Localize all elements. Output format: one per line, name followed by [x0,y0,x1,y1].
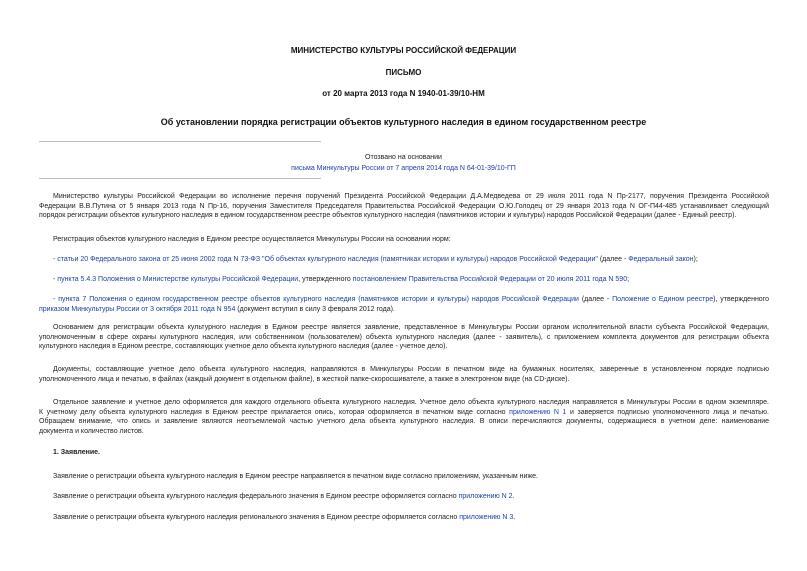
document-subject: Об установлении порядка регистрации объектов культурного наследия в едином государственном реестре [160,117,647,127]
ministry-heading: МИНИСТЕРСТВО КУЛЬТУРЫ РОССИЙСКОЙ ФЕДЕРАЦИИ [290,46,517,55]
federal-application-end: . [512,493,515,500]
norm-3-link[interactable]: - пункта 7 Положения о едином государственном реестре объектов культурного наследия (памятников истории и культуры) народов Российской Федерации [53,296,579,303]
norm-1-dash: - [53,256,58,263]
document-type: ПИСЬМО [385,68,422,77]
revocation-link-line [0,165,807,172]
norm-3-text: (далее - [578,296,613,303]
application-line-2-end: и заверяется подписью уполномоченного лица и печатью. [566,408,769,416]
government-decree-link[interactable]: постановлением Правительства Российской Федерации от 20 июля 2011 года N 590 [352,276,628,283]
norm-2-text: , утвержденного [298,276,353,283]
paragraph-application [39,398,769,436]
ministry-order-link[interactable]: приказом Минкультуры России от 3 октября 2011 года N 954 [39,305,236,313]
divider-bottom [39,178,321,179]
documents-line-2: уполномоченного лица и печатью, в файлах (каждый документ в отдельном файле), в жесткой папке-скоросшивателе, а также в электронном виде (на CD-диске). [39,375,570,383]
application-line-2 [39,408,769,418]
basis-line-3: культурного наследия в Едином реестре, составляющих учетное дело объекта культурного наследия (далее - учетное дело). [39,343,448,350]
intro-line-1: Министерство культуры Российской Федерации во исполнение перечня поручений Президента Российской Федерации Д.А.Медведева от 29 июля 2011 года N Пр-2177, поручения Президента Российской [53,193,769,200]
appendix-3-link[interactable]: приложению N 3 [459,514,514,521]
intro-line-2: Федерации В.В.Путина от 5 января 2013 года N Пр-16, поручения Заместителя Председателя Правительства Российской Федерации О.Ю.Голодец от 29 января 2013 года N ОГ-П44-485 устанавливает следующий [39,202,769,210]
norm-1-end: ); [693,256,698,263]
application-line-4: документа и количество листов. [39,427,144,435]
section-1-para-1: Заявление о регистрации объекта культурного наследия в Едином реестре направляется в печатном виде согласно приложениям, указанным ниже. [53,473,538,480]
appendix-1-link[interactable]: приложению N 1 [509,408,567,416]
application-line-2-text: К учетному делу объекта культурного наследия в Едином реестре прилагается опись, которая оформляется в печатном виде согласно [39,408,510,416]
application-line-3: Обращаем внимание, что опись и заявление являются неотъемлемой частью учетного дела объекта культурного наследия. В описи перечисляются документы, содержащиеся в учетном деле: наименование [39,418,769,425]
federal-application-text: Заявление о регистрации объекта культурного наследия федерального значения в Едином реестре оформляется согласно [53,493,459,500]
paragraph-documents [39,365,769,384]
section-1-para-3 [39,513,769,523]
norm-1-text: (далее - [597,256,629,263]
intro-line-3: порядок регистрации объектов культурного наследия в едином государственном реестре объектов культурного наследия (памятников истории и культуры) народов Российской Федерации (далее - Единый реестр). [39,212,737,219]
norm-2-end: ; [627,276,630,283]
paragraph-intro [39,192,769,221]
federal-law-link[interactable]: Федеральный закон [628,256,694,263]
appendix-2-link[interactable]: приложению N 2 [458,493,513,500]
norm-3-tail: (документ вступил в силу 3 февраля 2012 года). [235,305,395,313]
norm-item-2 [39,275,769,285]
regional-application-end: . [513,514,516,521]
section-1-para-2 [39,492,769,502]
norm-item-1 [39,255,769,265]
documents-line-1: Документы, составляющие учетное дело объекта культурного наследия, направляются в Минкультуры России в печатном виде на бумажных носителях, заверенные в установленном порядке подписью [53,366,769,373]
norm-1-link[interactable]: статьи 20 Федерального закона от 25 июня 2002 года N 73-ФЗ "Об объектах культурного наследия (памятниках истории и культуры) народов Российской Федерации" [57,256,598,263]
norm-item-3 [39,295,769,314]
paragraph-basis [39,323,769,352]
revocation-link[interactable]: письма Минкультуры России от 7 апреля 2014 года N 64-01-39/10-ГП [291,165,516,172]
document-date-number: от 20 марта 2013 года N 1940-01-39/10-НМ [322,89,485,98]
norm-2-link[interactable]: - пункта 5.4.3 Положения о Министерстве культуры Российской Федерации [53,276,299,283]
revocation-label: Отозвано на основании [365,154,442,161]
norm-3-line-2 [39,305,769,315]
norm-3-end: ), утвержденного [713,296,769,303]
application-line-1: Отдельное заявление и учетное дело оформляется для каждого отдельного объекта культурного наследия. Учетное дело объекта культурного наследия направляется в Минкультуры России в одном экземпляре. [53,399,769,406]
section-1-heading: 1. Заявление. [53,449,100,456]
basis-line-2: уполномоченным в сфере охраны культурного наследия, или собственником (пользователем) объекта культурного наследия (далее - заявитель), с приложением комплекта документов для регистрации объекта [39,333,769,341]
paragraph-norms-intro: Регистрация объектов культурного наследия в Едином реестре осуществляется Минкультуры России на основании норм: [53,236,451,243]
divider-top [39,141,321,142]
regional-application-text: Заявление о регистрации объекта культурного наследия регионального значения в Едином реестре оформляется согласно [53,514,460,521]
basis-line-1: Основанием для регистрации объекта культурного наследия в Едином реестре является заявление, представленное в Минкультуры России органом исполнительной власти субъекта Российской Федерации, [53,324,769,331]
registry-regulation-link[interactable]: Положение о Едином реестре [612,296,714,303]
norm-3-line-1 [39,295,769,305]
